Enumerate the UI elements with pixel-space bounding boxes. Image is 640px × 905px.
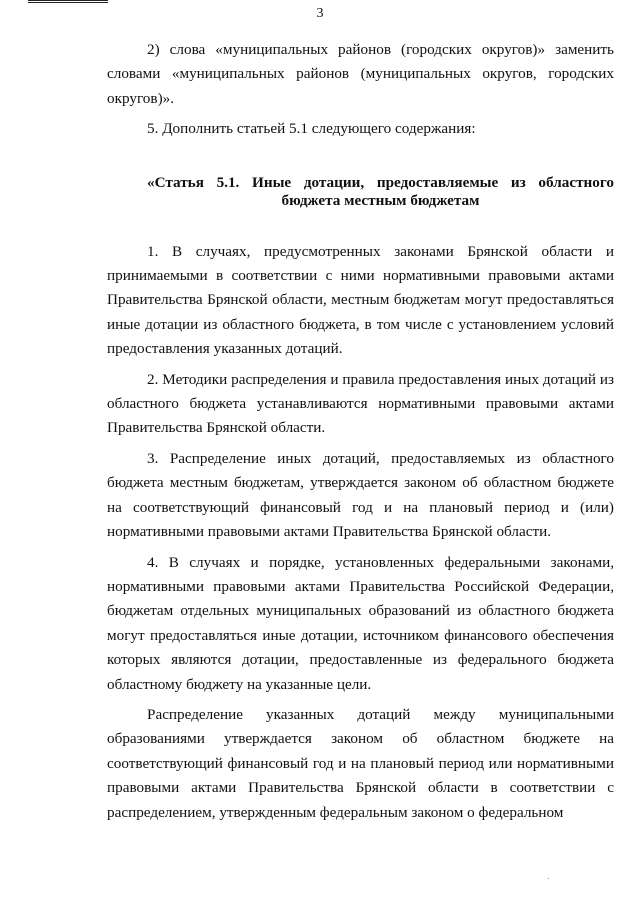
article-heading-line-1: «Статья 5.1. Иные дотации, предоставляемые из областного [147,173,614,191]
paragraph-4: 4. В случаях и порядке, установленных федеральными законами, нормативными правовыми актами Правительства Российской Федерации, бюджетам отдельных муниципальных образований из областного бюджета могут предоставляться иные дотации, источником финансового обеспечения которых являются дотации, предоставленные из федерального бюджета областному бюджету на указанные цели. [107,553,614,693]
paragraph-5: Распределение указанных дотаций между муниципальными образованиями утверждается законом об областном бюджете на соответствующий финансовый год и на плановый период или нормативными правовыми актами Правительства Брянской области в соответствии с распределением, утвержденным федеральным законом о федеральном [107,705,614,821]
document-body [107,38,614,825]
article-heading [107,174,614,210]
scan-speck [548,878,549,879]
paragraph-3: 3. Распределение иных дотаций, предоставляемых из областного бюджета местным бюджетам, утверждается законом об областном бюджете на соответствующий финансовый год и на плановый период и (или) нормативными правовыми актами Правительства Брянской области. [107,449,614,541]
paragraph-2: 2. Методики распределения и правила предоставления иных дотаций из областного бюджета устанавливаются нормативными правовыми актами Правительства Брянской области. [107,370,614,437]
paragraph-item-2: 2) слова «муниципальных районов (городских округов)» заменить словами «муниципальных районов (муниципальных округов, городских округов)». [107,41,614,107]
paragraph-addition: 5. Дополнить статьей 5.1 следующего содержания: [147,120,476,138]
page-number: 3 [316,6,324,21]
top-border-line [28,0,108,3]
article-heading-line-2: бюджета местным бюджетам [281,191,480,209]
paragraph-1: 1. В случаях, предусмотренных законами Брянской области и принимаемыми в соответствии с ними нормативными правовыми актами Правительства Брянской области, местным бюджетам могут предоставляться иные дотации из областного бюджета, в том числе с установлением условий предоставления указанных дотаций. [107,242,614,358]
